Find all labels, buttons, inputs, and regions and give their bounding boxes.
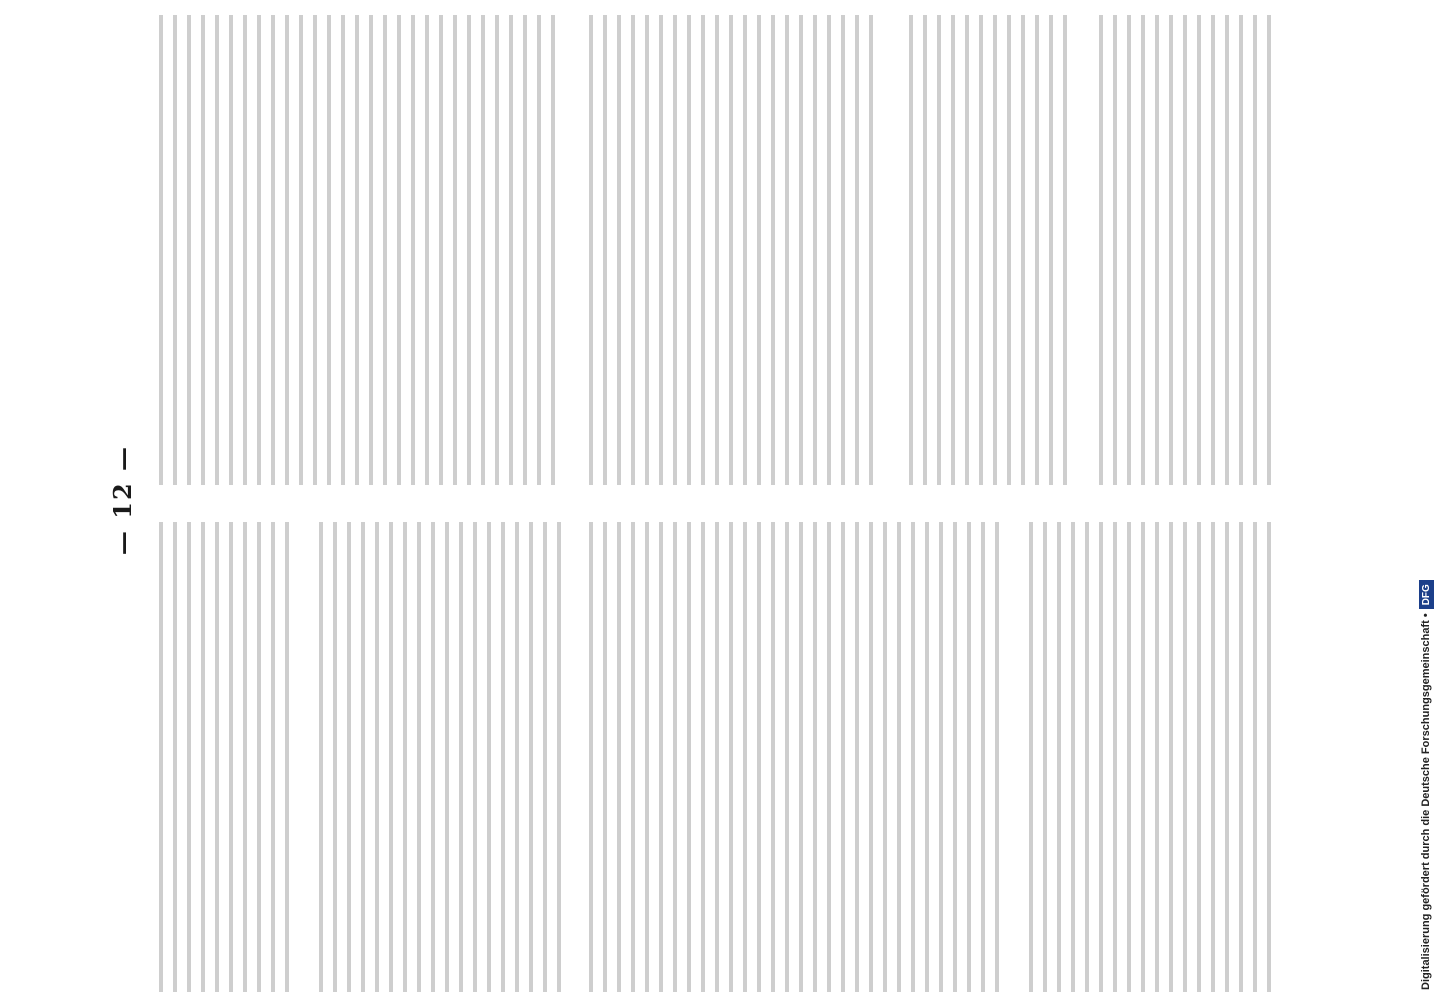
- dfg-credit-text: [1418, 10, 1434, 990]
- right-column: [152, 15, 1272, 485]
- unreadable-text-block: [1022, 522, 1272, 992]
- page-header: — 12 —: [108, 444, 137, 556]
- unreadable-text-block: [1092, 15, 1272, 485]
- unreadable-text-block: [582, 522, 1002, 992]
- dfg-credit: [1418, 10, 1434, 990]
- unreadable-text-block: [902, 15, 1072, 485]
- unreadable-text-block: [152, 522, 292, 992]
- dfg-logo: DFG: [1419, 580, 1434, 609]
- unreadable-text-block: [312, 522, 562, 992]
- unreadable-text-block: [582, 15, 882, 485]
- rotated-page-body: [100, 0, 1300, 1000]
- credit-text: Digitalisierung gefördert durch die Deutsche Forschungsgemeinschaft •: [1420, 613, 1432, 990]
- unreadable-text-block: [152, 15, 562, 485]
- left-column: [152, 522, 1272, 992]
